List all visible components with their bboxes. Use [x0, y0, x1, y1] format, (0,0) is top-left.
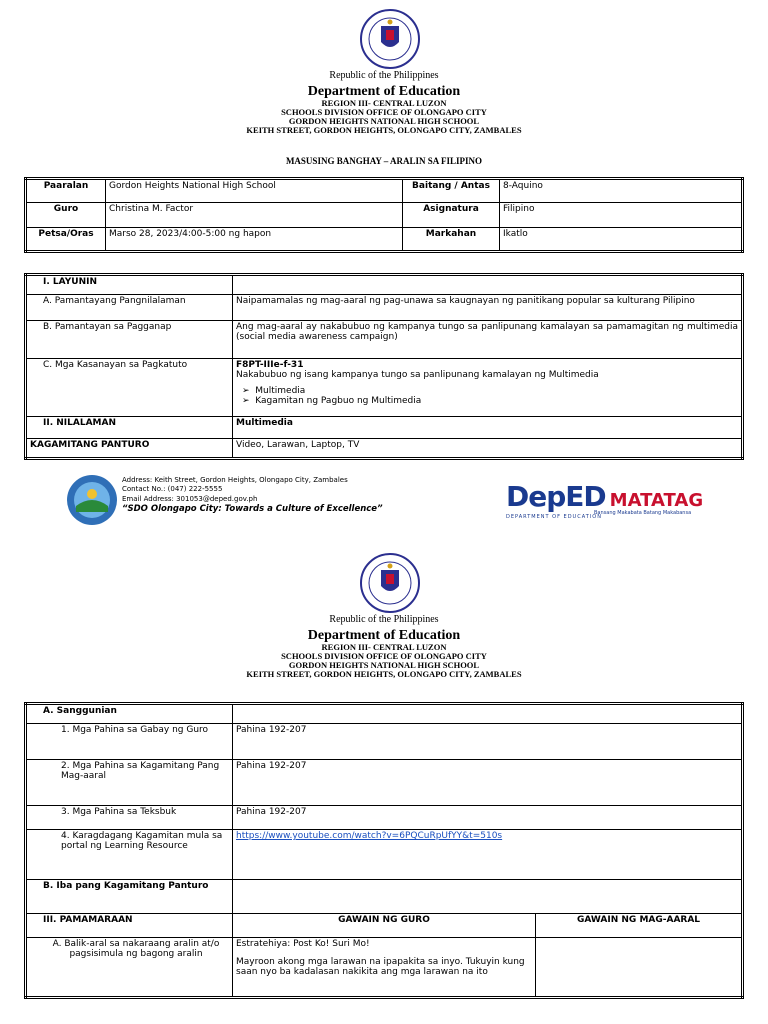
kasanayan-bullet-1: ➢ Multimedia [242, 386, 306, 396]
gabay-guro-label: 1. Mga Pahina sa Gabay ng Guro [26, 724, 233, 760]
letterhead-2 [0, 614, 768, 679]
kasanayan-code: F8PT-IIIe-f-31 [236, 360, 304, 370]
school-text: GORDON HEIGHTS NATIONAL HIGH SCHOOL [288, 116, 480, 127]
baitang-value: 8-Aquino [500, 179, 743, 203]
pamantayan-pagganap-value: Ang mag-aaral ay nakabubuo ng kampanya tungo sa panlipunang kamalayan sa pamamagitan ng multimedia (social media awareness campaign) [233, 321, 743, 359]
kasanayan-value: Nakabubuo ng isang kampanya tungo sa panlipunang kamalayan ng Multimedia [236, 370, 599, 380]
iba-pang-kagamitan-label: B. Iba pang Kagamitang Panturo [26, 880, 233, 914]
gabay-guro-value: Pahina 192-207 [233, 724, 743, 760]
pamantayan-pagganap-label: B. Pamantayan sa Pagganap [26, 321, 233, 359]
school-address-text: KEITH STREET, GORDON HEIGHTS, OLONGAPO CITY, ZAMBALES [246, 125, 522, 136]
deped-seal-icon [359, 8, 421, 70]
deped-seal-icon [359, 552, 421, 614]
footer-contact: Contact No.: (047) 222-5555 [122, 485, 223, 494]
guro-value: Christina M. Factor [106, 203, 403, 227]
republic-text: Republic of the Philippines [329, 614, 439, 625]
footer-info [122, 476, 383, 516]
estratehiya-text: Estratehiya: Post Ko! Suri Mo! [236, 939, 370, 949]
sanggunian-empty [233, 704, 743, 724]
portal-label: 4. Karagdagang Kagamitan mula sa portal ng Learning Resource [26, 830, 233, 880]
petsa-label: Petsa/Oras [26, 227, 106, 251]
school-text: GORDON HEIGHTS NATIONAL HIGH SCHOOL [288, 660, 480, 671]
plan-table [24, 273, 744, 460]
doc-title: MASUSING BANGHAY – ARALIN SA FILIPINO [285, 156, 483, 166]
baitang-label: Baitang / Antas [403, 179, 500, 203]
layunin-heading: I. LAYUNIN [26, 275, 233, 295]
info-table [24, 177, 744, 253]
gawain-guro-header: GAWAIN NG GURO [233, 914, 536, 938]
paaralan-label: Paaralan [26, 179, 106, 203]
region-text: REGION III- CENTRAL LUZON [321, 642, 447, 653]
paaralan-value: Gordon Heights National High School [106, 179, 403, 203]
gawain-mag-aaral-header: GAWAIN NG MAG-AARAL [536, 914, 743, 938]
division-text: SCHOOLS DIVISION OFFICE OF OLONGAPO CITY [281, 107, 487, 118]
kagamitang-mag-aaral-value: Pahina 192-207 [233, 760, 743, 806]
matatag-logo-text: MATATAG [609, 490, 704, 511]
matatag-subtext: Bansang Makabata Batang Makabansa [594, 510, 692, 516]
kasanayan-bullet-2: ➢ Kagamitan ng Pagbuo ng Multimedia [242, 396, 422, 406]
pamantayang-pangnilalaman-value: Naipamamalas ng mag-aaral ng pag-unawa sa kaugnayan ng panitikang popular sa kulturang Pilipino [233, 295, 743, 321]
layunin-empty [233, 275, 743, 295]
kagamitan-label: KAGAMITANG PANTURO [26, 439, 233, 459]
footer-1 [0, 474, 768, 534]
petsa-value: Marso 28, 2023/4:00-5:00 ng hapon [106, 227, 403, 251]
balik-aral-guro-cell [233, 938, 536, 998]
balik-aral-text: Mayroon akong mga larawan na ipapakita sa inyo. Tukuyin kung saan nyo ba kadalasan nakikita ang mga larawan na ito [236, 957, 525, 977]
kasanayan-cell [233, 359, 743, 417]
pamamaraan-heading: III. PAMAMARAAN [26, 914, 233, 938]
school-address-text: KEITH STREET, GORDON HEIGHTS, OLONGAPO CITY, ZAMBALES [246, 669, 522, 680]
department-title: Department of Education [307, 84, 461, 99]
nilalaman-value: Multimedia [233, 417, 743, 439]
kagamitang-mag-aaral-label: 2. Mga Pahina sa Kagamitang Pang Mag-aaral [26, 760, 233, 806]
deped-matatag-logo [506, 480, 704, 520]
page-2 [0, 544, 768, 1024]
arrow-bullet-icon: ➢ [242, 396, 256, 406]
sanggunian-heading: A. Sanggunian [26, 704, 233, 724]
balik-aral-mag-aaral-cell [536, 938, 743, 998]
letterhead [0, 70, 768, 135]
department-title: Department of Education [307, 628, 461, 643]
nilalaman-label: II. NILALAMAN [26, 417, 233, 439]
footer-email: Email Address: 301053@deped.gov.ph [122, 494, 258, 503]
footer-address: Address: Keith Street, Gordon Heights, Olongapo City, Zambales [122, 476, 348, 484]
teksbuk-value: Pahina 192-207 [233, 806, 743, 830]
arrow-bullet-icon: ➢ [242, 386, 256, 396]
deped-subtext: DEPARTMENT OF EDUCATION [506, 514, 602, 520]
pamantayang-pangnilalaman-label: A. Pamantayang Pangnilalaman [26, 295, 233, 321]
iba-pang-kagamitan-value [233, 880, 743, 914]
markahan-value: Ikatlo [500, 227, 743, 251]
republic-text: Republic of the Philippines [329, 70, 439, 81]
guro-label: Guro [26, 203, 106, 227]
balik-aral-label: A. Balik-aral sa nakaraang aralin at/o pagsisimula ng bagong aralin [26, 938, 233, 998]
kagamitan-value: Video, Larawan, Laptop, TV [233, 439, 743, 459]
footer-motto: “SDO Olongapo City: Towards a Culture of Excellence” [122, 504, 383, 515]
teksbuk-label: 3. Mga Pahina sa Teksbuk [26, 806, 233, 830]
markahan-label: Markahan [403, 227, 500, 251]
youtube-link[interactable]: https://www.youtube.com/watch?v=6PQCuRpUfYY&t=510s [236, 831, 503, 841]
asignatura-value: Filipino [500, 203, 743, 227]
deped-logo-text: DepED [506, 480, 606, 513]
division-text: SCHOOLS DIVISION OFFICE OF OLONGAPO CITY [281, 651, 487, 662]
sanggunian-table [24, 702, 744, 999]
sdo-logo-icon [66, 474, 118, 526]
asignatura-label: Asignatura [403, 203, 500, 227]
region-text: REGION III- CENTRAL LUZON [321, 98, 447, 109]
portal-cell [233, 830, 743, 880]
kasanayan-label: C. Mga Kasanayan sa Pagkatuto [26, 359, 233, 417]
